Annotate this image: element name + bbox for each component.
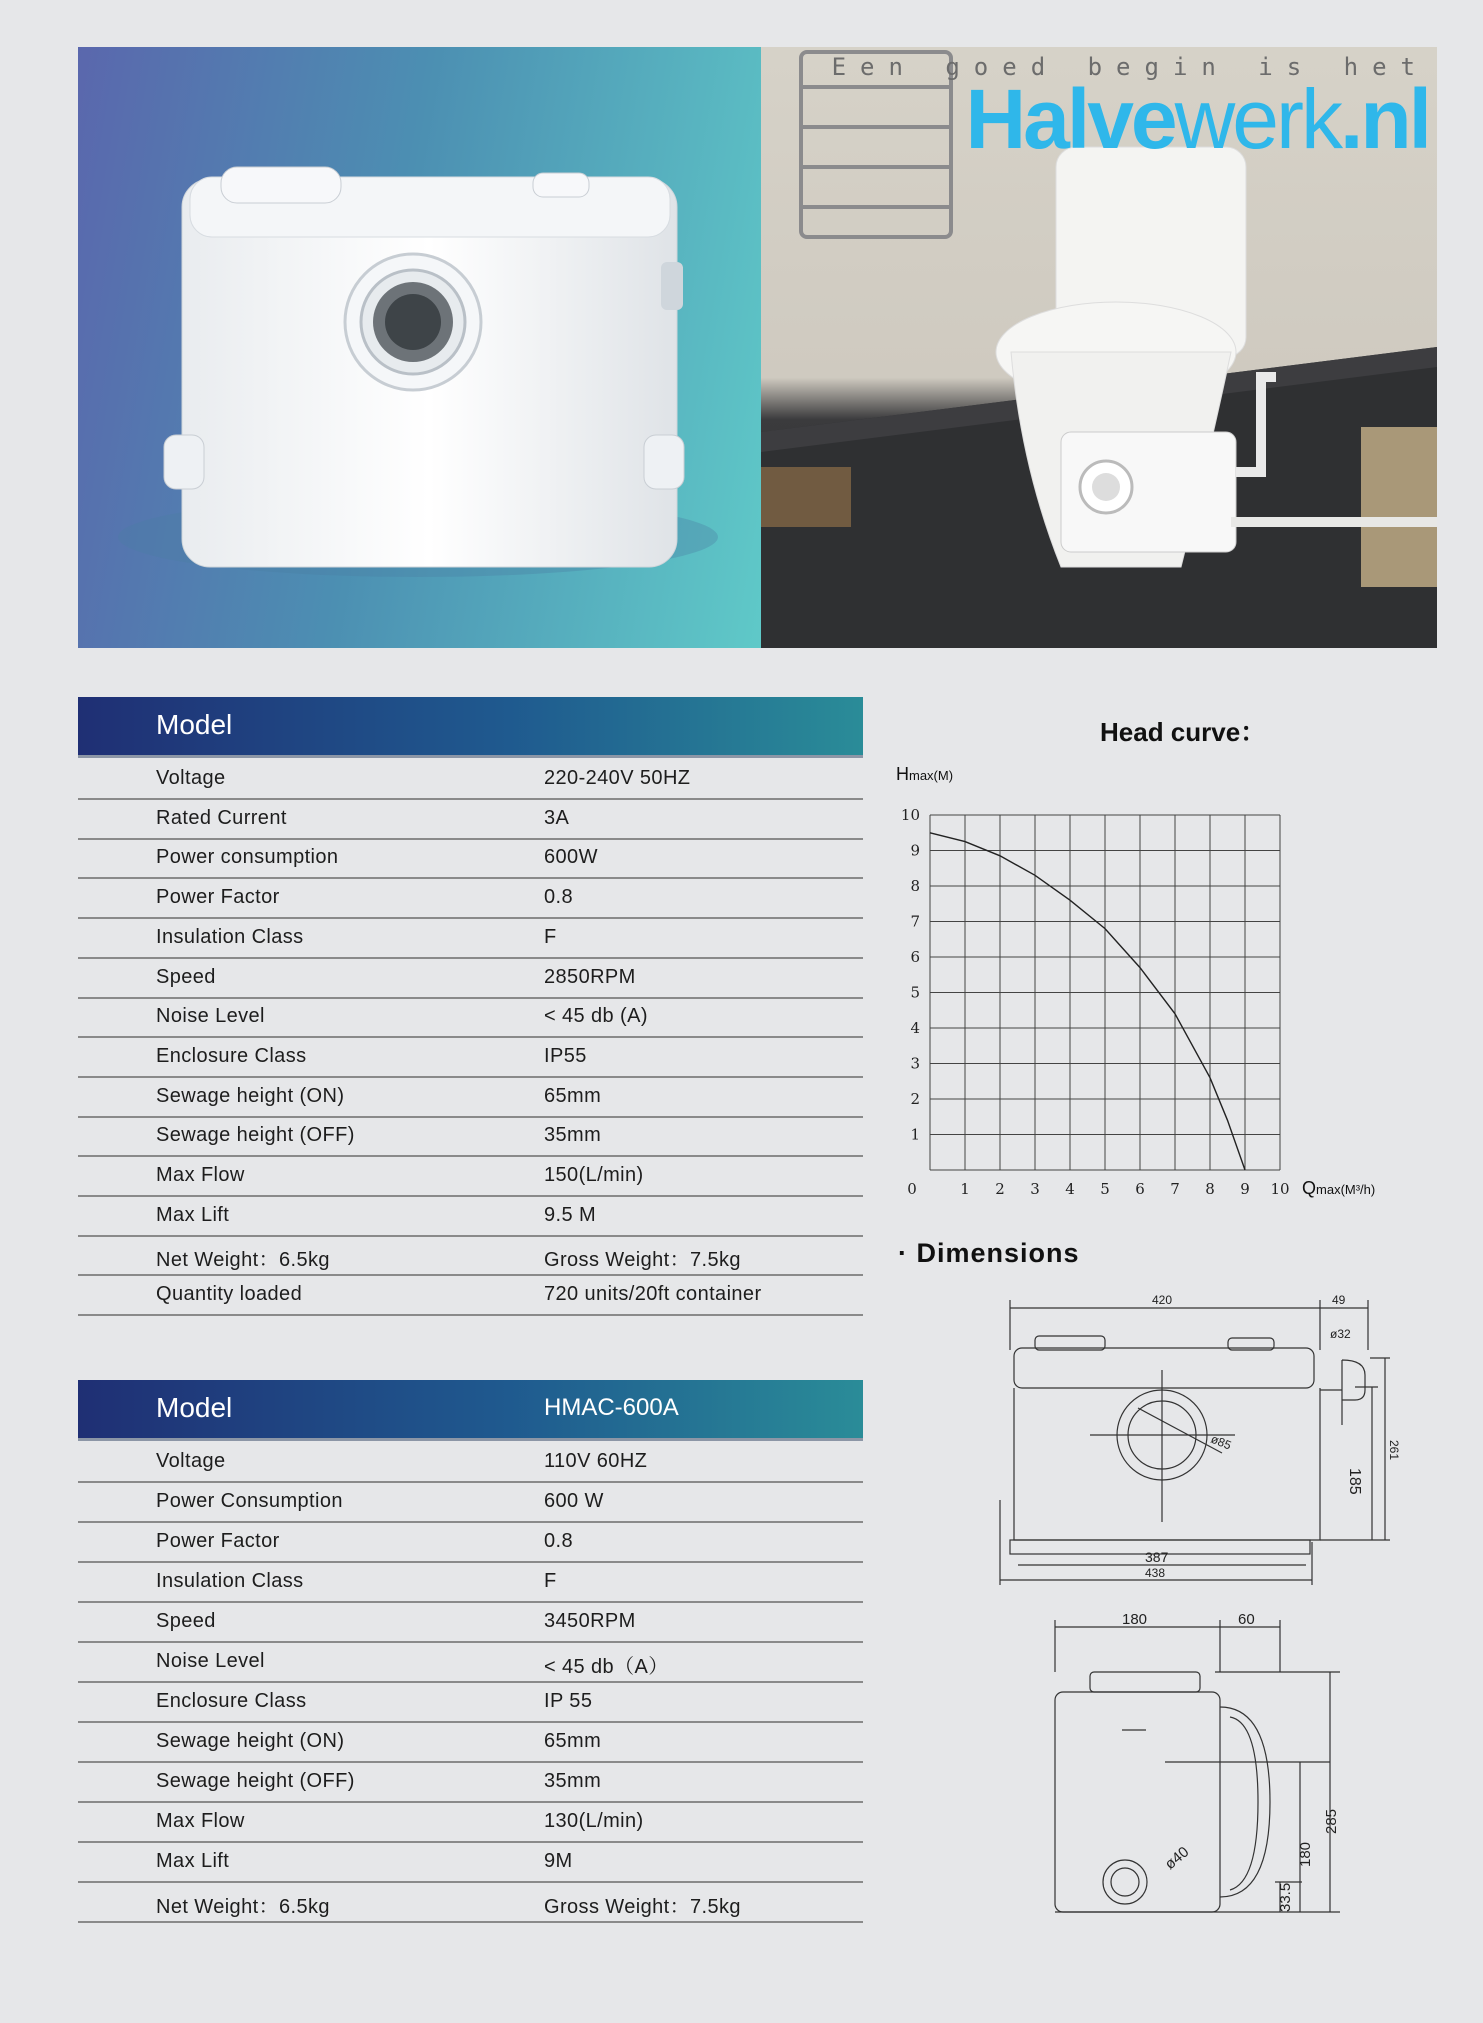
y-tick-label: 8 (910, 877, 920, 895)
table2-header-model: Model (156, 1392, 233, 1423)
macerator-pump-image (78, 47, 761, 648)
spec-label: Power consumption (156, 846, 339, 869)
spec-value: 720 units/20ft container (544, 1283, 762, 1306)
y-tick-label: 10 (900, 806, 920, 824)
y-tick-label: 2 (910, 1090, 920, 1108)
spec-label: Speed (156, 1610, 216, 1632)
table-row (78, 758, 863, 800)
dim-60: 60 (1238, 1612, 1255, 1628)
table2-header-value: HMAC-600A (544, 1394, 679, 1421)
spec-label: Voltage (156, 767, 226, 789)
spec-label: Rated Current (156, 806, 287, 829)
table-row (78, 1481, 863, 1523)
dimensions-title: · Dimensions (898, 1238, 1080, 1268)
x-tick-label: 3 (1030, 1180, 1040, 1198)
head-curve-chart (880, 760, 1420, 1210)
x-tick-label: 0 (907, 1180, 917, 1198)
table-row (78, 1115, 863, 1157)
spec-value: 65mm (544, 1084, 602, 1107)
spec-label: Noise Level (156, 1650, 265, 1672)
x-tick-label: 10 (1270, 1180, 1290, 1198)
front-dimension-drawing (990, 1290, 1410, 1590)
brand-tagline: Een goed begin is het (831, 53, 1429, 81)
spec-value: 2850RPM (544, 965, 636, 988)
spec-label: Speed (156, 965, 216, 988)
dim-420: 420 (1152, 1293, 1173, 1307)
spec-label: Power Consumption (156, 1490, 343, 1512)
y-tick-label: 5 (910, 983, 920, 1002)
spec-value: 130(L/min) (544, 1810, 644, 1832)
dim-438: 438 (1145, 1566, 1166, 1580)
spec-value: F (544, 1570, 557, 1592)
spec-value: 150(L/min) (544, 1164, 644, 1186)
x-tick-label: 2 (995, 1180, 1005, 1198)
spec-label: Sewage height (OFF) (156, 1124, 355, 1147)
spec-label: Sewage height (OFF) (156, 1770, 355, 1792)
spec-value: 3A (544, 806, 570, 829)
spec-value: F (544, 925, 557, 948)
spec-label: Max Lift (156, 1850, 230, 1872)
table-row (78, 1195, 863, 1237)
dim-180-width: 180 (1122, 1612, 1148, 1628)
spec-value: < 45 db（A） (544, 1656, 669, 1678)
x-axis-label: Qmax(M³/h) (1302, 1178, 1376, 1198)
dim-dia85: ø85 (1208, 1431, 1234, 1453)
table-row (78, 837, 863, 879)
spec-value: 0.8 (544, 886, 574, 909)
chart-title: Head curve： (1100, 717, 1267, 747)
table-row (78, 1721, 863, 1763)
x-tick-label: 5 (1100, 1180, 1110, 1198)
dim-261: 261 (1387, 1440, 1401, 1461)
spec-value: 0.8 (544, 1530, 574, 1552)
spec-value: 35mm (544, 1770, 602, 1792)
table-row (78, 1521, 863, 1563)
table-row (78, 1441, 863, 1483)
x-tick-label: 8 (1205, 1180, 1215, 1198)
spec-value: 600W (544, 846, 598, 869)
table2-header (78, 1380, 863, 1438)
x-tick-label: 4 (1065, 1180, 1075, 1198)
spec-label: Power Factor (156, 886, 280, 909)
spec-value: Gross Weight：7.5kg (544, 1249, 741, 1272)
spec-label: Noise Level (156, 1005, 265, 1028)
table-row (78, 1601, 863, 1643)
spec-label: Max Lift (156, 1203, 230, 1226)
spec-label: Sewage height (ON) (156, 1084, 345, 1107)
spec-value: 600 W (544, 1490, 604, 1512)
x-tick-label: 9 (1240, 1180, 1250, 1198)
spec-value: IP 55 (544, 1690, 593, 1712)
y-tick-label: 1 (910, 1125, 920, 1144)
dim-387: 387 (1145, 1549, 1169, 1565)
table-row (78, 1274, 863, 1316)
spec-label: Sewage height (ON) (156, 1730, 345, 1752)
table-row (78, 1761, 863, 1803)
table-row (78, 1681, 863, 1723)
table-row (78, 1155, 863, 1197)
spec-label: Insulation Class (156, 1570, 304, 1592)
table-row (78, 957, 863, 999)
table-row (78, 917, 863, 959)
y-axis-label: Hmax(M) (896, 764, 954, 784)
spec-value: 110V 60HZ (544, 1450, 648, 1472)
spec-label: Power Factor (156, 1530, 280, 1552)
spec-label: Insulation Class (156, 925, 304, 948)
dim-dia40: ø40 (1161, 1843, 1193, 1874)
spec-value: 220-240V 50HZ (544, 767, 691, 789)
bathroom-photo (761, 47, 1437, 648)
table-row (78, 877, 863, 919)
spec-value: 35mm (544, 1124, 602, 1147)
y-tick-label: 9 (910, 841, 920, 860)
spec-label: Enclosure Class (156, 1690, 307, 1712)
spec-label: Voltage (156, 1450, 226, 1472)
table-row (78, 1801, 863, 1843)
dim-dia32: ø32 (1330, 1327, 1351, 1341)
table-row (78, 1641, 863, 1683)
spec-value: 3450RPM (544, 1610, 636, 1632)
spec-value: Gross Weight：7.5kg (544, 1896, 741, 1918)
y-tick-label: 6 (910, 948, 920, 966)
spec-value: < 45 db (A) (544, 1005, 648, 1028)
dim-180-height: 180 (1297, 1841, 1314, 1867)
table1-header-model: Model (156, 709, 233, 740)
spec-label: Enclosure Class (156, 1044, 307, 1067)
side-dimension-drawing (1040, 1612, 1370, 1962)
brand-logo: Halvewerk.nl (965, 72, 1429, 166)
x-tick-label: 1 (960, 1180, 970, 1198)
table-row (78, 996, 863, 1038)
table-row (78, 798, 863, 840)
table-row (78, 1234, 863, 1276)
y-tick-label: 3 (910, 1054, 920, 1073)
spec-value: IP55 (544, 1044, 587, 1067)
product-photo (78, 47, 761, 648)
table-row (78, 1036, 863, 1078)
dim-49: 49 (1332, 1293, 1346, 1307)
table-row (78, 1841, 863, 1883)
spec-label: Net Weight：6.5kg (156, 1896, 330, 1918)
spec-value: 9M (544, 1850, 573, 1872)
dim-33-5: 33.5 (1277, 1882, 1294, 1912)
spec-label: Quantity loaded (156, 1283, 303, 1306)
spec-value: 9.5 M (544, 1203, 597, 1226)
dim-285: 285 (1323, 1808, 1340, 1834)
y-tick-label: 4 (910, 1019, 920, 1037)
table-row (78, 1881, 863, 1923)
spec-label: Net Weight：6.5kg (156, 1249, 330, 1272)
y-tick-label: 7 (910, 912, 920, 931)
table-row (78, 1561, 863, 1603)
x-tick-label: 7 (1170, 1180, 1180, 1198)
spec-label: Max Flow (156, 1164, 245, 1186)
head-curve-line (930, 833, 1245, 1170)
table1-header (78, 697, 863, 755)
spec-label: Max Flow (156, 1810, 245, 1832)
dim-185: 185 (1346, 1468, 1363, 1495)
table-row (78, 1076, 863, 1118)
x-tick-label: 6 (1135, 1180, 1145, 1198)
spec-value: 65mm (544, 1730, 602, 1752)
